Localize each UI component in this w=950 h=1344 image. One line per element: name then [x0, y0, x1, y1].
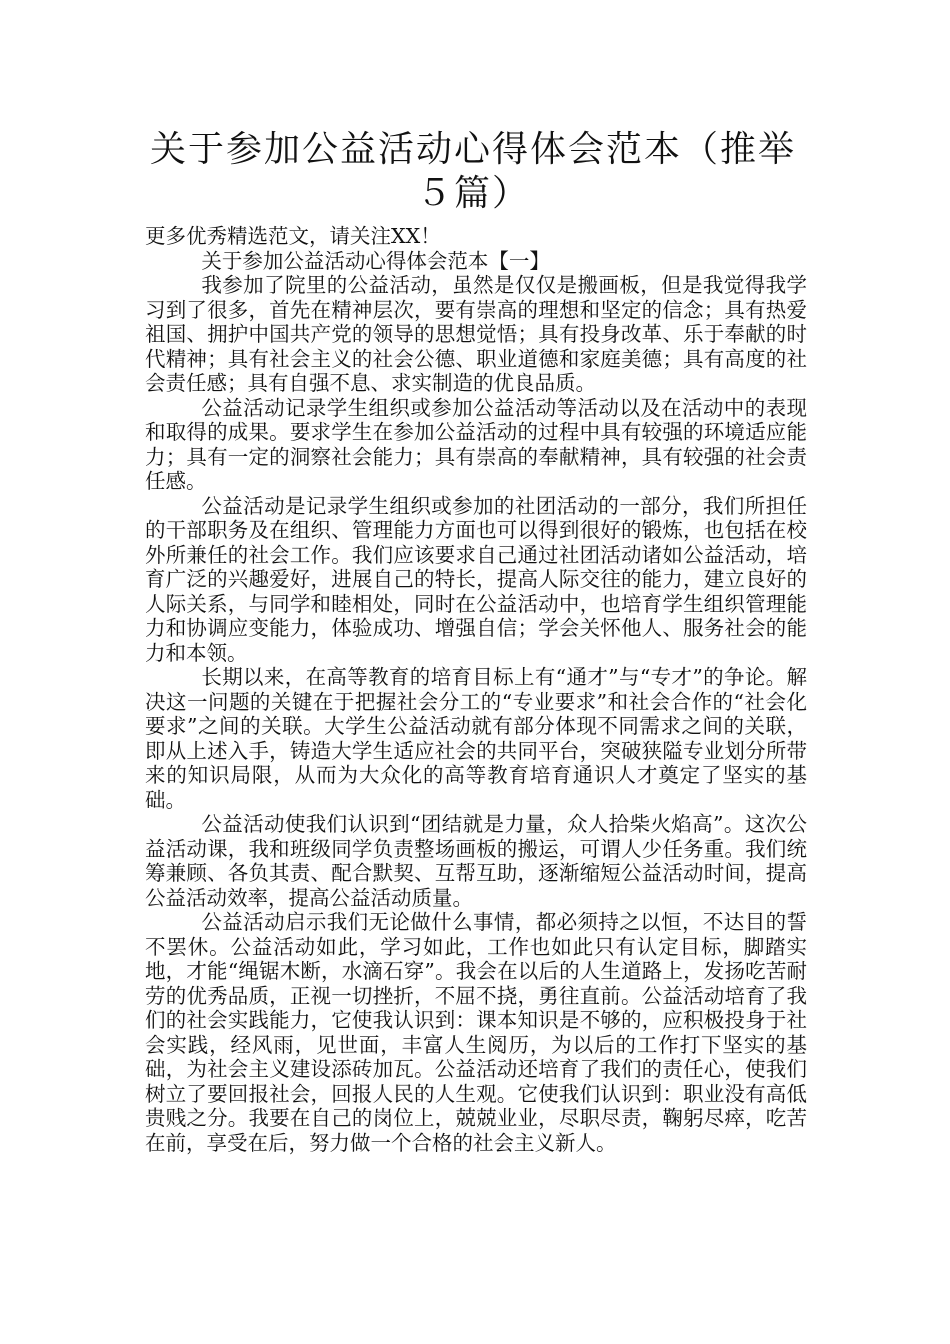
- paragraph-2: 公益活动记录学生组织或参加公益活动等活动以及在活动中的表现和取得的成果。要求学生在参加公益活动的过程中具有较强的环境适应能力；具有一定的洞察社会能力；具有崇高的奉献精神，具有较强的社会责任感。: [145, 395, 807, 493]
- paragraph-4: 长期以来，在高等教育的培育目标上有“通才”与“专才”的争论。解决这一问题的关键在于把握社会分工的“专业要求”和社会合作的“社会化要求”之间的关联。大学生公益活动就有部分体现不同需求之间的关联，即从上述入手，铸造大学生适应社会的共同平台，突破狭隘专业划分所带来的知识局限，从而为大众化的高等教育培育通识人才奠定了坚实的基础。: [145, 665, 807, 812]
- paragraph-6: 公益活动启示我们无论做什么事情，都必须持之以恒，不达目的誓不罢休。公益活动如此，学习如此，工作也如此只有认定目标，脚踏实地，才能“绳锯木断，水滴石穿”。我会在以后的人生道路上，发扬吃苦耐劳的优秀品质，正视一切挫折，不屈不挠，勇往直前。公益活动培育了我们的社会实践能力，它使我认识到：课本知识是不够的，应积极投身于社会实践，经风雨，见世面，丰富人生阅历，为以后的工作打下坚实的基础，为社会主义建设添砖加瓦。公益活动还培育了我们的责任心，使我们树立了要回报社会，回报人民的人生观。它使我们认识到：职业没有高低贵贱之分。我要在自己的岗位上，兢兢业业，尽职尽责，鞠躬尽瘁，吃苦在前，享受在后，努力做一个合格的社会主义新人。: [145, 910, 807, 1155]
- document-body: [145, 224, 807, 1155]
- paragraph-1: 我参加了院里的公益活动，虽然是仅仅是搬画板，但是我觉得我学习到了很多，首先在精神层次，要有崇高的理想和坚定的信念；具有热爱祖国、拥护中国共产党的领导的思想觉悟；具有投身改革、乐于奉献的时代精神；具有社会主义的社会公德、职业道德和家庭美德；具有高度的社会责任感；具有自强不息、求实制造的优良品质。: [145, 273, 807, 395]
- document-title: 关于参加公益活动心得体会范本（推举５篇）: [149, 129, 796, 214]
- section-heading: 关于参加公益活动心得体会范本【一】: [201, 248, 550, 273]
- paragraph-3: 公益活动是记录学生组织或参加的社团活动的一部分，我们所担任的干部职务及在组织、管理能力方面也可以得到很好的锻炼，也包括在校外所兼任的社会工作。我们应该要求自己通过社团活动诸如公益活动，培育广泛的兴趣爱好，进展自己的特长，提高人际交往的能力，建立良好的人际关系，与同学和睦相处，同时在公益活动中，也培育学生组织管理能力和协调应变能力，体验成功、增强自信；学会关怀他人、服务社会的能力和本领。: [145, 493, 807, 665]
- paragraph-5: 公益活动使我们认识到“团结就是力量，众人拾柴火焰高”。这次公益活动课，我和班级同学负责整场画板的搬运，可谓人少任务重。我们统筹兼顾、各负其责、配合默契、互帮互助，逐渐缩短公益活动时间，提高公益活动效率，提高公益活动质量。: [145, 812, 807, 910]
- notice-line: 更多优秀精选范文，请关注XX！: [145, 224, 441, 248]
